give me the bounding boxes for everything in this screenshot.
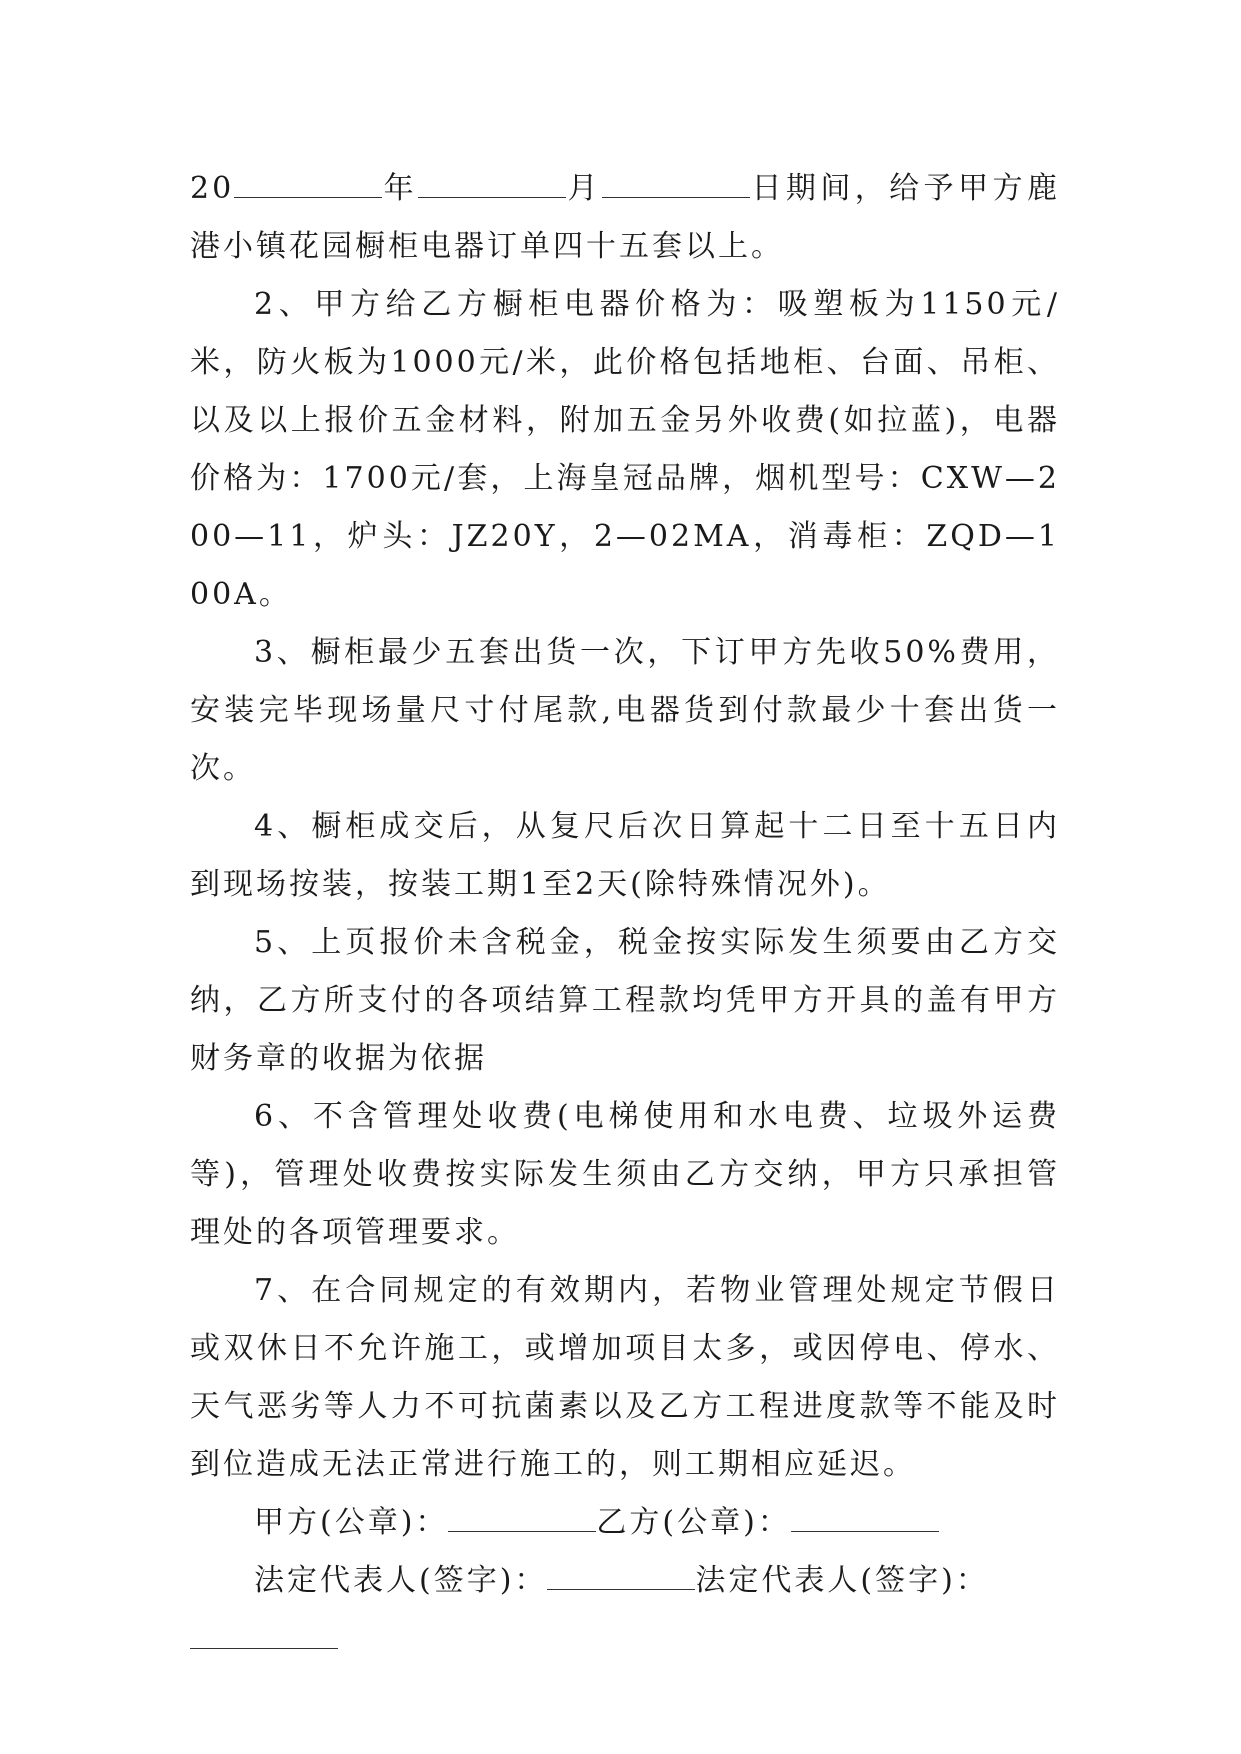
rep-b-label: 法定代表人(签字)： <box>695 1563 989 1598</box>
clause-7-delay: 7、在合同规定的有效期内，若物业管理处规定节假日或双休日不允许施工，或增加项目太多，或因停电、停水、天气恶劣等人力不可抗菌素以及乙方工程进度款等不能及时到位造成无法正常进行施工的，则工期相应延迟。 <box>190 1273 1060 1482</box>
year-label: 年 <box>382 171 419 206</box>
clause-6-management-fee: 6、不含管理处收费(电梯使用和水电费、垃圾外运费等)，管理处收费按实际发生须由乙方交纳，甲方只承担管理处的各项管理要求。 <box>190 1099 1060 1250</box>
clause-3-shipping: 3、橱柜最少五套出货一次，下订甲方先收50%费用，安装完毕现场量尺寸付尾款,电器货到付款最少十套出货一次。 <box>190 635 1060 786</box>
seal-line <box>190 1494 1060 1552</box>
clause-2-pricing: 2、甲方给乙方橱柜电器价格为：吸塑板为1150元/米，防火板为1000元/米，此价格包括地柜、台面、吊柜、以及以上报价五金材料，附加五金另外收费(如拉蓝)，电器价格为：1700元/套，上海皇冠品牌，烟机型号：CXW—200—11，炉头：JZ20Y，2—02MA，消毒柜：ZQD—100A。 <box>190 287 1060 612</box>
party-a-seal-label: 甲方(公章)： <box>254 1505 449 1540</box>
order-statement: 日期间，给予甲方鹿港小镇花园橱柜电器订单四十五套以上。 <box>190 171 1061 264</box>
representative-line <box>190 1552 1060 1610</box>
rep-a-signature-blank <box>547 1559 695 1590</box>
month-blank <box>418 167 566 198</box>
year-prefix: 20 <box>190 171 235 206</box>
rep-b-signature-blank <box>190 1618 338 1649</box>
clause-4-installation: 4、橱柜成交后，从复尺后次日算起十二日至十五日内到现场按装，按装工期1至2天(除特殊情况外)。 <box>190 809 1060 902</box>
month-label: 月 <box>566 171 602 206</box>
party-b-seal-blank <box>791 1501 939 1532</box>
day-blank <box>602 167 750 198</box>
year-blank <box>234 167 382 198</box>
rep-a-label: 法定代表人(签字)： <box>254 1563 548 1598</box>
contract-body <box>190 160 1060 1649</box>
clause-5-tax: 5、上页报价未含税金，税金按实际发生须要由乙方交纳，乙方所支付的各项结算工程款均凭甲方开具的盖有甲方财务章的收据为依据 <box>190 925 1060 1076</box>
party-b-seal-label: 乙方(公章)： <box>596 1505 791 1540</box>
party-a-seal-blank <box>448 1501 596 1532</box>
date-period-line <box>190 160 1060 276</box>
